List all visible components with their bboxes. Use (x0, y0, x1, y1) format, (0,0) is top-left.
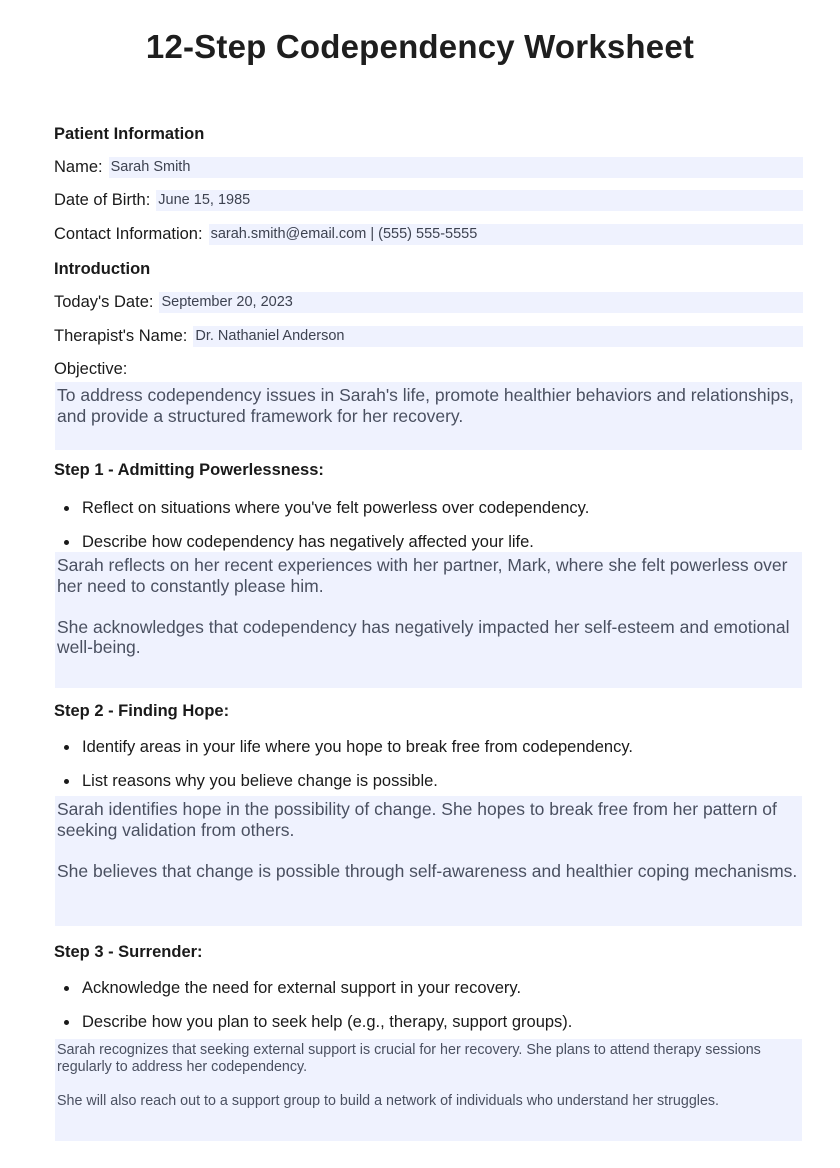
step-3-heading: Step 3 - Surrender: (54, 943, 203, 961)
patient-information-heading: Patient Information (54, 125, 205, 143)
todays-date-label: Today's Date: (54, 293, 154, 311)
list-item: Reflect on situations where you've felt powerless over codependency. (62, 498, 589, 532)
page-title: 12-Step Codependency Worksheet (145, 28, 695, 65)
contact-field[interactable]: sarah.smith@email.com | (555) 555-5555 (209, 224, 803, 245)
step-3-response-textbox[interactable] (55, 1039, 802, 1141)
name-field-row (54, 157, 803, 178)
introduction-heading: Introduction (54, 260, 151, 278)
step-1-response-textbox[interactable] (55, 552, 802, 688)
dob-label: Date of Birth: (54, 191, 151, 209)
dob-field[interactable]: June 15, 1985 (156, 190, 803, 211)
step-1-response-paragraph: She acknowledges that codependency has negatively impacted her self-esteem and emotional well-being. (57, 616, 790, 657)
step-3-bullet-list (62, 978, 572, 1046)
todays-date-field[interactable]: September 20, 2023 (159, 292, 803, 313)
step-2-response-paragraph: She believes that change is possible through self-awareness and healthier coping mechanisms. (57, 860, 798, 881)
step-3-response-paragraph: Sarah recognizes that seeking external support is crucial for her recovery. She plans to attend therapy sessions regularly to address her codependency. (57, 1042, 761, 1075)
step-1-response-paragraph: Sarah reflects on her recent experiences with her partner, Mark, where she felt powerless over her need to constantly please him. (57, 555, 788, 596)
date-field-row (54, 292, 803, 313)
objective-textbox[interactable] (55, 382, 802, 450)
list-item: Identify areas in your life where you hope to break free from codependency. (62, 737, 633, 771)
step-1-heading: Step 1 - Admitting Powerlessness: (54, 461, 324, 479)
list-item: Acknowledge the need for external support in your recovery. (62, 978, 572, 1012)
objective-label: Objective: (54, 360, 128, 378)
therapist-name-field[interactable]: Dr. Nathaniel Anderson (193, 326, 803, 347)
therapist-field-row (54, 326, 803, 347)
contact-field-row (54, 224, 803, 245)
list-item: Describe how you plan to seek help (e.g., therapy, support groups). (62, 1012, 572, 1046)
step-2-bullet-list (62, 737, 633, 805)
name-label: Name: (54, 158, 103, 176)
objective-text: To address codependency issues in Sarah's life, promote healthier behaviors and relationships, and provide a structured framework for her recovery. (57, 385, 794, 426)
name-field[interactable]: Sarah Smith (109, 157, 803, 178)
dob-field-row (54, 190, 803, 211)
list-item: List reasons why you believe change is possible. (62, 771, 633, 805)
contact-label: Contact Information: (54, 225, 203, 243)
step-2-response-textbox[interactable] (55, 796, 802, 926)
step-2-heading: Step 2 - Finding Hope: (54, 702, 230, 720)
therapist-name-label: Therapist's Name: (54, 327, 188, 345)
list-item: Describe how codependency has negatively affected your life. (62, 532, 589, 566)
step-2-response-paragraph: Sarah identifies hope in the possibility of change. She hopes to break free from her pattern of seeking validation from others. (57, 799, 777, 840)
step-3-response-paragraph: She will also reach out to a support group to build a network of individuals who understand her struggles. (57, 1093, 720, 1109)
